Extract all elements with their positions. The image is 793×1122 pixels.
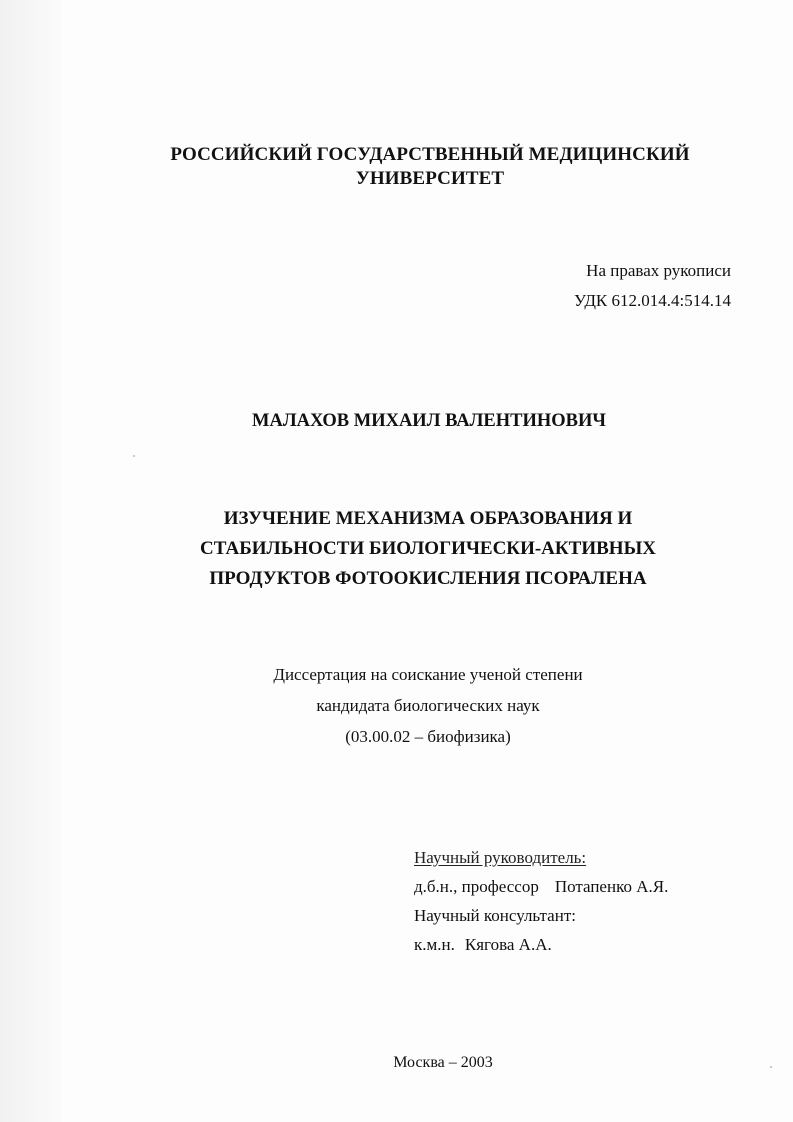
scan-speck	[770, 1066, 772, 1068]
supervisor-name: Потапенко А.Я.	[554, 877, 669, 896]
title-line-2: СТАБИЛЬНОСТИ БИОЛОГИЧЕСКИ-АКТИВНЫХ	[200, 538, 656, 559]
manuscript-rights: На правах рукописи	[586, 261, 731, 280]
degree-statement	[100, 659, 756, 752]
consultant-label: Научный консультант:	[414, 906, 576, 925]
place-and-year: Москва – 2003	[393, 1054, 493, 1071]
scan-edge-shadow	[0, 0, 62, 1122]
dissertation-title	[100, 504, 756, 594]
supervisor-label-row	[414, 843, 668, 872]
title-line-3: ПРОДУКТОВ ФОТООКИСЛЕНИЯ ПСОРАЛЕНА	[209, 568, 647, 589]
consultant-name: Кягова А.А.	[464, 935, 552, 954]
consultant-degree: к.м.н.	[414, 935, 455, 954]
advisors-block	[414, 843, 668, 959]
title-line-1: ИЗУЧЕНИЕ МЕХАНИЗМА ОБРАЗОВАНИЯ И	[223, 508, 633, 529]
degree-line-3: (03.00.02 – биофизика)	[345, 727, 511, 746]
university-line-1: РОССИЙСКИЙ ГОСУДАРСТВЕННЫЙ МЕДИЦИНСКИЙ	[170, 144, 690, 165]
consultant-label-row	[414, 901, 668, 930]
manuscript-note	[574, 256, 731, 316]
supervisor-degree: д.б.н., профессор	[414, 877, 539, 896]
consultant-row	[414, 930, 668, 959]
university-line-2: УНИВЕРСИТЕТ	[355, 168, 505, 189]
university-header	[120, 143, 740, 191]
udc-code: УДК 612.014.4:514.14	[574, 291, 731, 310]
degree-line-2: кандидата биологических наук	[316, 696, 540, 715]
scan-speck	[133, 455, 135, 457]
supervisor-row	[414, 872, 668, 901]
supervisor-label: Научный руководитель:	[414, 848, 587, 867]
author-name: МАЛАХОВ МИХАИЛ ВАЛЕНТИНОВИЧ	[252, 411, 606, 431]
degree-line-1: Диссертация на соискание ученой степени	[273, 665, 583, 684]
